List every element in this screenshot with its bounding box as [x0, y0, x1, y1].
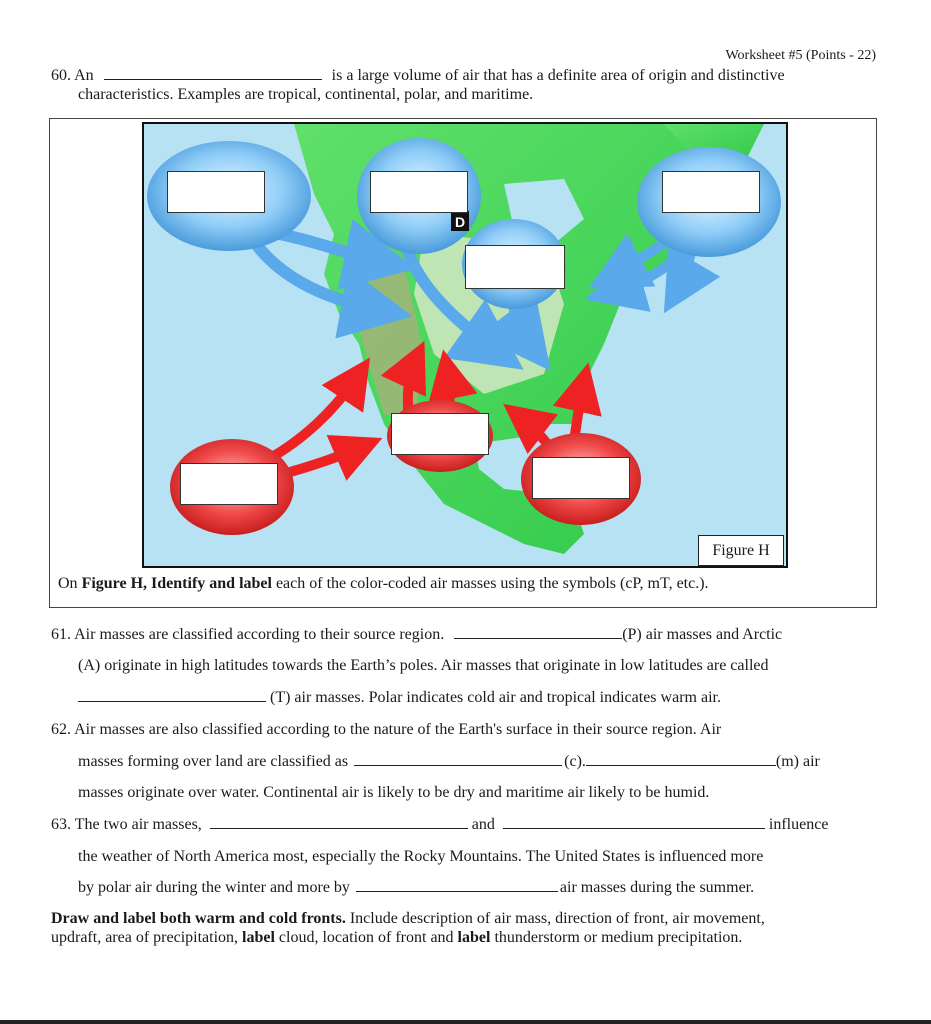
- label-box-warm-3[interactable]: [532, 457, 630, 499]
- question-60: [51, 66, 881, 104]
- figure-h-box: [49, 118, 877, 608]
- label-box-cold-2[interactable]: [370, 171, 468, 213]
- q63-blank-1[interactable]: [210, 816, 468, 829]
- q62-line1: 62. Air masses are also classified according to the nature of the Earth's surface in their source region. Air: [51, 721, 722, 738]
- fronts-text-1: Include description of air mass, direction of front, air movement,: [345, 910, 765, 927]
- label-box-warm-1[interactable]: [180, 463, 278, 505]
- q61-blank-2[interactable]: [78, 689, 266, 702]
- q62-line2: [78, 752, 820, 771]
- q61-text-1b: (P) air masses and Arctic: [622, 626, 783, 643]
- caption-pre: On: [58, 575, 82, 592]
- q63-line3: [78, 878, 754, 897]
- q63-blank-3[interactable]: [356, 879, 558, 892]
- figure-caption: [58, 575, 709, 593]
- fronts-bold-2: label: [242, 929, 275, 946]
- q63-blank-2[interactable]: [503, 816, 765, 829]
- q62-line3: masses originate over water. Continental air is likely to be dry and maritime air likely to be humid.: [78, 784, 710, 801]
- q60-number: 60. An: [51, 67, 94, 84]
- q63-text-1a: 63. The two air masses,: [51, 816, 202, 833]
- q63-line1: [51, 815, 828, 834]
- label-box-cold-3[interactable]: [465, 245, 565, 289]
- q62-text-2c: (m) air: [775, 753, 820, 770]
- fronts-text-2c: thunderstorm or medium precipitation.: [490, 929, 743, 946]
- fronts-text-2a: updraft, area of precipitation,: [51, 929, 243, 946]
- q62-text-2a: masses forming over land are classified as: [78, 753, 349, 770]
- q60-text-line1: is a large volume of air that has a definite area of origin and distinctive: [331, 67, 785, 84]
- q62-text-2b: (c).: [564, 753, 586, 770]
- worksheet-header: Worksheet #5 (Points - 22): [725, 48, 876, 63]
- q61-line3: [78, 688, 721, 707]
- q61-text-3: (T) air masses. Polar indicates cold air and tropical indicates warm air.: [270, 689, 721, 706]
- q60-answer-blank[interactable]: [104, 67, 322, 80]
- q62-blank-2[interactable]: [586, 753, 776, 766]
- label-box-cold-4[interactable]: [662, 171, 760, 213]
- q60-text-line2: characteristics. Examples are tropical, continental, polar, and maritime.: [78, 86, 534, 103]
- q61-line2: (A) originate in high latitudes towards the Earth’s poles. Air masses that originate in low latitudes are called: [78, 657, 769, 674]
- q63-text-1c: influence: [768, 816, 829, 833]
- fronts-bold-3: label: [457, 929, 491, 946]
- caption-bold: Figure H, Identify and label: [81, 575, 272, 592]
- q63-line2: the weather of North America most, especially the Rocky Mountains. The United States is influenced more: [78, 848, 764, 865]
- q63-text-3b: air masses during the summer.: [559, 879, 755, 896]
- q61-text-1a: 61. Air masses are classified according to their source region.: [51, 626, 445, 643]
- north-america-map: [142, 122, 788, 568]
- q62-blank-1[interactable]: [354, 753, 562, 766]
- fronts-bold-1: Draw and label both warm and cold fronts.: [51, 910, 346, 927]
- fronts-text-2b: cloud, location of front and: [274, 929, 458, 946]
- marker-d: D: [454, 214, 466, 230]
- q61-line1: [51, 625, 782, 644]
- bottom-rule: [0, 1020, 931, 1024]
- q61-blank-1[interactable]: [454, 626, 622, 639]
- q63-text-3a: by polar air during the winter and more by: [78, 879, 350, 896]
- q63-text-1b: and: [471, 816, 495, 833]
- caption-post: each of the color-coded air masses using the symbols (cP, mT, etc.).: [271, 575, 709, 592]
- fronts-instructions: [51, 909, 886, 947]
- figure-label: Figure H: [698, 535, 784, 566]
- label-box-warm-2[interactable]: [391, 413, 489, 455]
- label-box-cold-1[interactable]: [167, 171, 265, 213]
